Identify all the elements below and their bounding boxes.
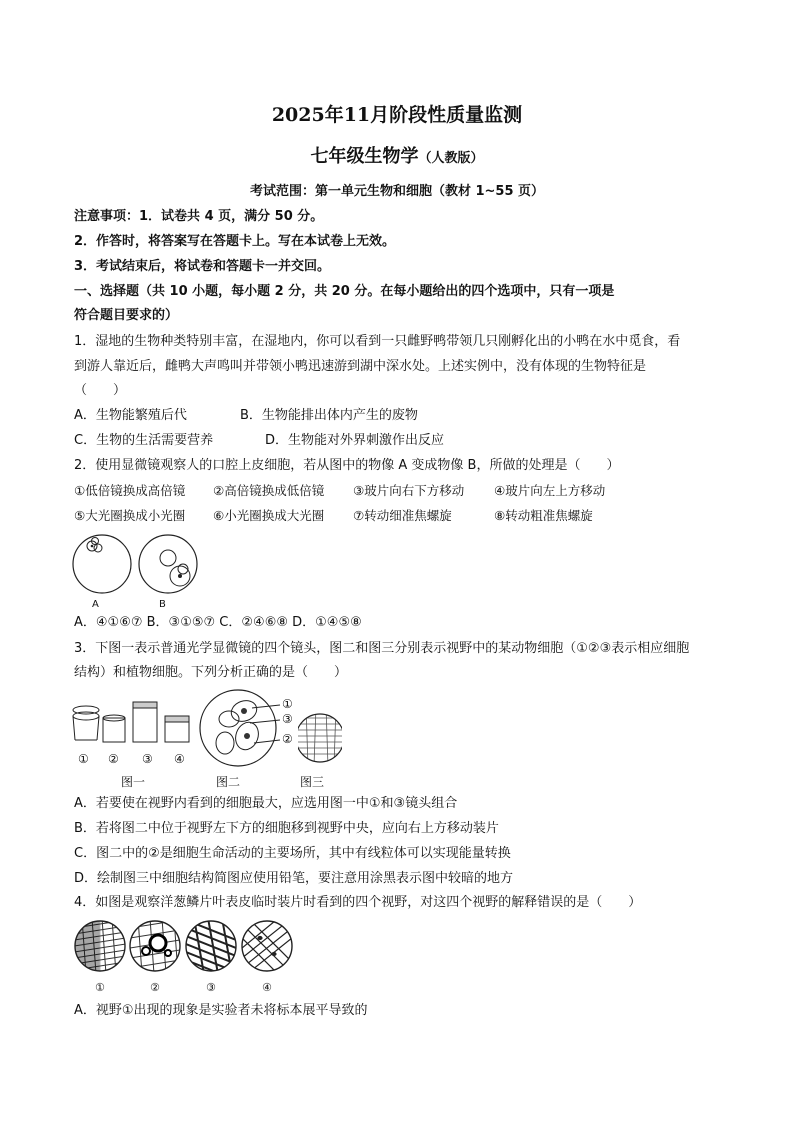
q1-option-a: A．生物能繁殖后代 (74, 408, 187, 423)
q2-items-row2 (74, 507, 593, 525)
q1-stem-cont: 到游人靠近后，雌鸭大声鸣叫并带领小鸭迅速游到湖中深水处。上述实例中，没有体现的生物特征是 (74, 359, 647, 374)
q2-item-3: ③玻片向右下方移动 (353, 483, 465, 498)
q3-lens-label-2: ② (108, 752, 119, 766)
q4-view-label-4: ④ (262, 981, 272, 994)
q2-items-row1 (74, 482, 605, 500)
q4-option-a: A．视野①出现的现象是实验者未将标本展平导致的 (74, 1003, 368, 1018)
q4-stem: 4．如图是观察洋葱鳞片叶表皮临时装片时看到的四个视野，对这四个视野的解释错误的是（ ） (74, 895, 642, 910)
q3-figure1-caption: 图一 (121, 775, 146, 789)
q3-cell-label-2: ② (282, 732, 293, 746)
q2-figure-b-label: B (159, 599, 166, 610)
exam-subtitle (0, 148, 794, 168)
q2-item-4: ④玻片向左上方移动 (494, 483, 606, 498)
q2-item-7: ⑦转动细准焦螺旋 (353, 508, 452, 523)
note-1: 注意事项：1．试卷共 4 页，满分 50 分。 (74, 209, 324, 224)
q3-lens-label-4: ④ (174, 752, 185, 766)
section-heading-cont: 符合题目要求的） (74, 308, 179, 323)
q2-options: A．④①⑥⑦ B．③①⑤⑦ C．②④⑥⑧ D．①④⑤⑧ (74, 615, 362, 630)
q3-plant-cell-figure (298, 706, 342, 766)
q2-item-8: ⑧转动粗准焦螺旋 (494, 508, 593, 523)
exam-title: 2025年11月阶段性质量监测 (271, 104, 523, 126)
q3-option-d: D．绘制图三中细胞结构简图应使用铅笔，要注意用涂黑表示图中较暗的地方 (74, 871, 514, 886)
section-heading: 一、选择题（共 10 小题，每小题 2 分，共 20 分。在每小题给出的四个选项中，只有一项是 (74, 284, 615, 299)
q1-stem: 1．湿地的生物种类特别丰富，在湿地内，你可以看到一只雌野鸭带领几只刚孵化出的小鸭在水中觅食，看 (74, 334, 681, 349)
edition-label: （人教版） (418, 151, 484, 166)
q4-onion-views-figure (74, 918, 296, 976)
subject-name: 七年级生物学 (310, 146, 419, 167)
q3-lens-label-3: ③ (142, 752, 153, 766)
q1-option-d: D．生物能对外界刺激作出反应 (265, 433, 445, 448)
q4-view-label-2: ② (150, 981, 160, 994)
q1-option-c: C．生物的生活需要营养 (74, 433, 214, 448)
q2-item-2: ②高倍镜换成低倍镜 (213, 483, 325, 498)
note-2: 2．作答时，将答案写在答题卡上。写在本试卷上无效。 (74, 234, 396, 249)
q2-item-1: ①低倍镜换成高倍镜 (74, 483, 186, 498)
q3-option-a: A．若要使在视野内看到的细胞最大，应选用图一中①和③镜头组合 (74, 796, 458, 811)
note-3: 3．考试结束后，将试卷和答题卡一并交回。 (74, 259, 331, 274)
q3-lens-figure (72, 688, 197, 758)
q3-stem: 3．下图一表示普通光学显微镜的四个镜头，图二和图三分别表示视野中的某动物细胞（①②③表示相应细胞 (74, 641, 690, 656)
q3-option-b: B．若将图二中位于视野左下方的细胞移到视野中央，应向右上方移动装片 (74, 821, 499, 836)
q3-stem-cont: 结构）和植物细胞。下列分析正确的是（ ） (74, 665, 348, 680)
q2-item-5: ⑤大光圈换成小光圈 (74, 508, 186, 523)
q2-figure-a-label: A (92, 599, 99, 610)
q3-lens-label-1: ① (78, 752, 89, 766)
q2-microscope-views-figure (72, 528, 202, 610)
q3-cell-label-1: ① (282, 697, 293, 711)
exam-scope: 考试范围：第一单元生物和细胞（教材 1~55 页） (249, 184, 545, 199)
q4-view-label-3: ③ (206, 981, 216, 994)
q3-option-c: C．图二中的②是细胞生命活动的主要场所，其中有线粒体可以实现能量转换 (74, 846, 511, 861)
q1-blank: （ ） (74, 383, 127, 398)
q2-item-6: ⑥小光圈换成大光圈 (213, 508, 325, 523)
q1-option-b: B．生物能排出体内产生的废物 (240, 408, 418, 423)
q3-cell-label-3: ③ (282, 712, 293, 726)
q3-figure2-caption: 图二 (216, 775, 241, 789)
q4-view-label-1: ① (95, 981, 105, 994)
q3-figure3-caption: 图三 (300, 775, 325, 789)
q2-stem: 2．使用显微镜观察人的口腔上皮细胞，若从图中的物像 A 变成物像 B，所做的处理是（ ） (74, 458, 620, 473)
